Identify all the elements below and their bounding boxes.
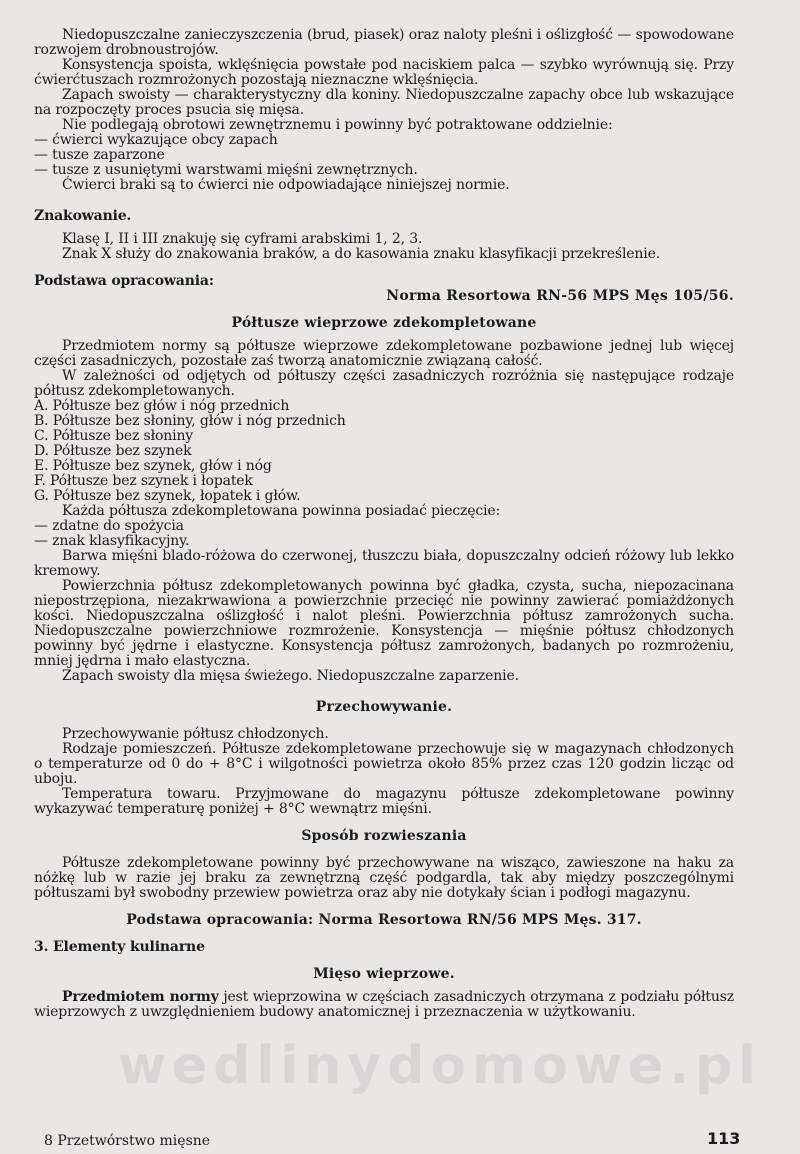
- paragraph: W zależności od odjętych od półtuszy części zasadniczych rozróżnia się następujące rodzaje półtusz zdekompletowanych.: [34, 368, 734, 399]
- list-item: F. Półtusze bez szynek i łopatek: [34, 473, 253, 489]
- list-item: — znak klasyfikacyjny.: [34, 533, 190, 549]
- section-heading-przechowywanie: Przechowywanie.: [315, 699, 453, 715]
- list-item: G. Półtusze bez szynek, łopatek i głów.: [34, 488, 301, 504]
- footer-running-title: 8 Przetwórstwo mięsne: [44, 1133, 211, 1149]
- section-title-mieso: Mięso wieprzowe.: [313, 966, 455, 982]
- paragraph: [34, 990, 734, 1020]
- paragraph: Ćwierci braki są to ćwierci nie odpowiadające niniejszej normie.: [62, 177, 510, 193]
- list-item: D. Półtusze bez szynek: [34, 443, 192, 459]
- paragraph: Zapach swoisty dla mięsa świeżego. Niedopuszczalne zaparzenie.: [62, 668, 519, 684]
- basis-label: Podstawa opracowania:: [34, 273, 214, 289]
- section-heading-znakowanie: Znakowanie.: [34, 208, 132, 224]
- lead-term: Przedmiotem normy: [62, 989, 219, 1005]
- paragraph: Powierzchnia półtusz zdekompletowanych powinna być gładka, czysta, sucha, niepozacinana niepostrzępiona, niezakrwawiona a powierzchnie przecięć nie powinny zawierać pomiażdżonych kości. Niedopuszczalna oślizgłość i nalot pleśni. Powierzchnia półtusz zamrożonych sucha. Niedopuszczalne powierzchniowe rozmrożenie. Konsystencja — mięśnie półtusz chłodzonych powinny być jędrne i elastyczne. Konsystencja półtusz zamrożonych, badanych po rozmrożeniu, mniej jędrna i mało elastyczna.: [34, 578, 734, 669]
- paragraph: Niedopuszczalne zanieczyszczenia (brud, piasek) oraz naloty pleśni i oślizgłość — spowodowane rozwojem drobnoustrojów.: [34, 27, 734, 58]
- paragraph: Zapach swoisty — charakterystyczny dla koniny. Niedopuszczalne zapachy obce lub wskazujące na rozpoczęty proces psucia się mięsa.: [34, 87, 734, 118]
- watermark: wedlinydomowe.pl: [118, 1036, 763, 1096]
- list-item: — ćwierci wykazujące obcy zapach: [34, 132, 278, 148]
- basis-reference: Podstawa opracowania: Norma Resortowa RN/56 MPS Męs. 317.: [126, 912, 642, 928]
- paragraph: Klasę I, II i III znakuję się cyframi arabskimi 1, 2, 3.: [62, 231, 423, 247]
- paragraph: Przedmiotem normy są półtusze wieprzowe zdekompletowane pozbawione jednej lub więcej części zasadniczych, pozostałe zaś tworzą anatomicznie związaną całość.: [34, 338, 734, 369]
- list-item: B. Półtusze bez słoniny, głów i nóg przednich: [34, 413, 346, 429]
- section-heading-rozwieszania: Sposób rozwieszania: [301, 828, 467, 844]
- norm-reference: Norma Resortowa RN-56 MPS Męs 105/56.: [386, 288, 734, 304]
- page-number: 113: [707, 1129, 741, 1148]
- list-item: — tusze z usuniętymi warstwami mięśni zewnętrznych.: [34, 162, 418, 178]
- list-item: — tusze zaparzone: [34, 147, 165, 163]
- paragraph: Temperatura towaru. Przyjmowane do magazynu półtusze zdekompletowane powinny wykazywać temperaturę poniżej + 8°C wewnątrz mięśni.: [34, 786, 734, 817]
- list-item: A. Półtusze bez głów i nóg przednich: [34, 398, 290, 414]
- paragraph: Konsystencja spoista, wklęśnięcia powstałe pod naciskiem palca — szybko wyrównują się. Przy ćwierćtuszach rozmrożonych pozostają nieznaczne wklęśnięcia.: [34, 57, 734, 88]
- paragraph: Rodzaje pomieszczeń. Półtusze zdekompletowane przechowuje się w magazynach chłodzonych o temperaturze od 0 do + 8°C i wilgotności powietrza około 85% przez czas 120 godzin licząc od uboju.: [34, 741, 734, 787]
- paragraph: Nie podlegają obrotowi zewnętrznemu i powinny być potraktowane oddzielnie:: [62, 117, 613, 133]
- paragraph: Każda półtusza zdekompletowana powinna posiadać pieczęcie:: [62, 503, 501, 519]
- paragraph: Znak X służy do znakowania braków, a do kasowania znaku klasyfikacji przekreślenie.: [62, 246, 661, 262]
- paragraph-text: jest wieprzowina w częściach zasadniczych otrzymana z podziału półtusz wieprzowych z uwzględnieniem budowy anatomicznej i przeznaczenia w użytkowaniu.: [34, 989, 735, 1020]
- list-item: E. Półtusze bez szynek, głów i nóg: [34, 458, 272, 474]
- paragraph: Przechowywanie półtusz chłodzonych.: [62, 726, 329, 742]
- section-heading-elementy: 3. Elementy kulinarne: [34, 939, 205, 955]
- paragraph: Barwa mięśni blado-różowa do czerwonej, tłuszczu biała, dopuszczalny odcień różowy lub lekko kremowy.: [34, 548, 734, 579]
- paragraph: Półtusze zdekompletowane powinny być przechowywane na wisząco, zawieszone na haku za nóżkę lub w razie jej braku za zewnętrzną część podgardla, tak aby między poszczególnymi półtuszami był swobodny przewiew powietrza oraz aby nie dotykały ścian i podłogi magazynu.: [34, 855, 734, 901]
- page-content: [34, 28, 734, 1020]
- section-title-poltusze: Półtusze wieprzowe zdekompletowane: [231, 315, 537, 331]
- list-item: C. Półtusze bez słoniny: [34, 428, 194, 444]
- list-item: — zdatne do spożycia: [34, 518, 184, 534]
